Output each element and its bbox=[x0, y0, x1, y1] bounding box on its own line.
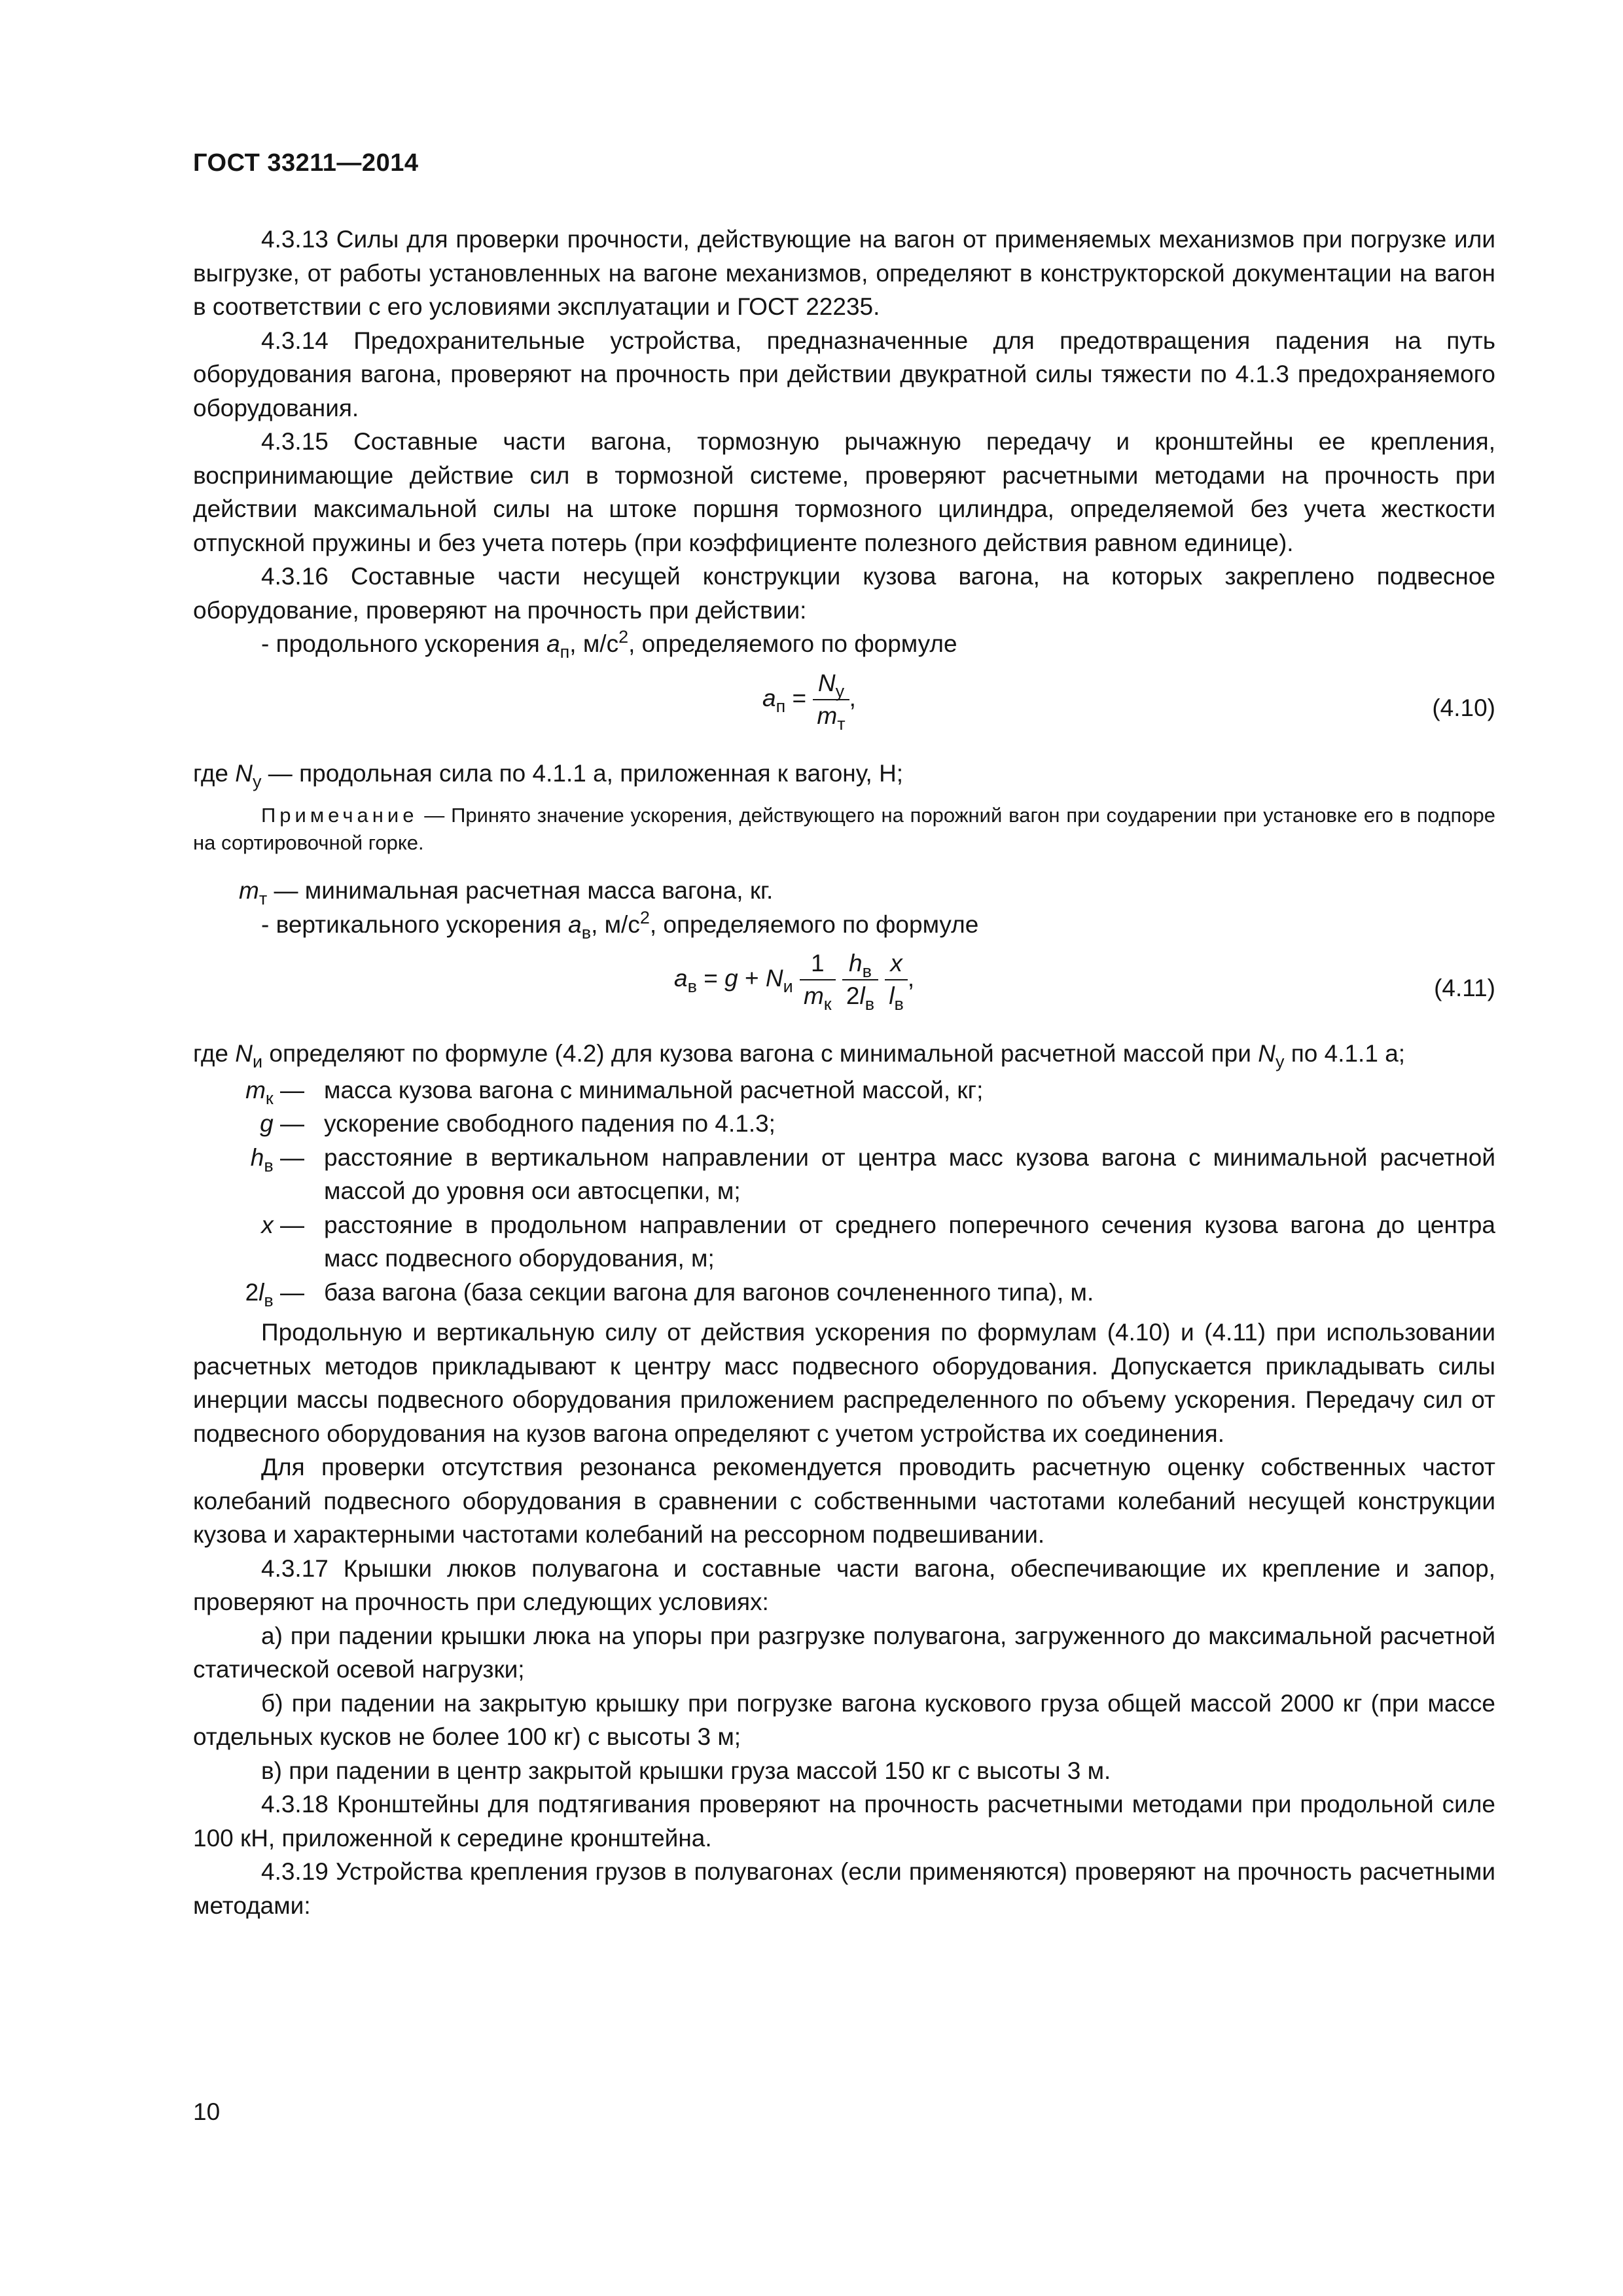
equation-4-10-body: $a_п$ = $\frac{N_у}{m_т}$ , bbox=[762, 669, 856, 734]
document-body bbox=[193, 223, 1495, 1922]
clause-4-3-18: 4.3.18 Кронштейны для подтягивания проверяют на прочность расчетными методами при продольной силе 100 кН, приложенной к середине кронштейна. bbox=[193, 1791, 1495, 1852]
fraction-x-lv: $\frac{x}{l_в}$ bbox=[885, 950, 908, 1009]
clause-4-3-17: 4.3.17 Крышки люков полувагона и составные части вагона, обеспечивающие их крепление и запор, проверяют на прочность при следующих условиях: bbox=[193, 1554, 1495, 1615]
clause-4-3-13: 4.3.13 Силы для проверки прочности, действующие на вагон от применяемых механизмов при погрузке или выгрузке, от работы установленных на вагоне механизмов, определяют в конструкторской документации на вагон в соответствии с его условиями эксплуатации и ГОСТ 22235. bbox=[193, 226, 1495, 320]
fraction-ny-mt: $\frac{N_у}{m_т}$ bbox=[813, 670, 849, 729]
definition-item: $h_в$ — расстояние в вертикальном направлении от центра масс кузова вагона с минимальной расчетной массой до уровня оси автосцепки, м; bbox=[250, 1143, 1495, 1204]
fraction-hv-2lv: $\frac{h_в}{2l_в}$ bbox=[842, 950, 878, 1009]
longitudinal-acceleration-line: - продольного ускорения $a_п$, $м/с^2$, определяемого по формуле bbox=[261, 627, 957, 662]
standard-header: ГОСТ 33211—2014 bbox=[193, 149, 419, 177]
definition-item: g — ускорение свободного падения по 4.1.3; bbox=[260, 1110, 776, 1137]
definition-item: x — расстояние в продольном направлении от среднего поперечного сечения кузова вагона до центра масс подвесного оборудования, м; bbox=[261, 1211, 1495, 1272]
clause-4-3-16: 4.3.16 Составные части несущей конструкции кузова вагона, на которых закреплено подвесное оборудование, проверяют на прочность при действии: bbox=[193, 563, 1495, 624]
definition-item: $2l_в$ — база вагона (база секции вагона для вагонов сочлененного типа), м. bbox=[245, 1278, 1094, 1310]
note-text: — Принято значение ускорения, действующего на порожний вагон при соударении при установке его в подпоре на сортировочной горке. bbox=[193, 804, 1495, 854]
paragraph-force-application: Продольную и вертикальную силу от действия ускорения по формулам (4.10) и (4.11) при использовании расчетных методов прикладывают к центру масс подвесного оборудования. Допускается прикладывать силы инерции массы подвесного оборудования приложением распределенного по объему ускорения. Передачу сил от подвесного оборудования на кузов вагона определяют с учетом устройства их соединения. bbox=[193, 1319, 1495, 1447]
clause-4-3-17-item-v: в) при падении в центр закрытой крышки груза массой 150 кг с высоты 3 м. bbox=[261, 1757, 1111, 1784]
equation-number-4-10: (4.10) bbox=[1432, 694, 1495, 721]
where-ni-line: где $N_и$ определяют по формуле (4.2) для кузова вагона с минимальной расчетной массой при $N_у$ по 4.1.1 а; bbox=[193, 1040, 1406, 1071]
definition-mt: $m_т$ — минимальная расчетная масса вагона, кг. bbox=[239, 877, 774, 908]
clause-4-3-17-item-b: б) при падении на закрытую крышку при погрузке вагона кускового груза общей массой 2000 кг (при массе отдельных кусков не более 100 кг) с высоты 3 м; bbox=[193, 1689, 1495, 1750]
clause-4-3-14: 4.3.14 Предохранительные устройства, предназначенные для предотвращения падения на путь оборудования вагона, проверяют на прочность при действии двукратной силы тяжести по 4.1.3 предохраняемого оборудования. bbox=[193, 327, 1495, 422]
clause-4-3-19: 4.3.19 Устройства крепления грузов в полувагонах (если применяются) проверяют на прочность расчетными методами: bbox=[193, 1858, 1495, 1919]
equation-4-11-body: $a_в = g + N_и$ $\frac{1}{m_к}$ $\frac{h_в}{2l_в}$ $\frac{x}{l_в}$ , bbox=[674, 950, 915, 1014]
paragraph-resonance: Для проверки отсутствия резонанса рекомендуется проводить расчетную оценку собственных частот колебаний подвесного оборудования в сравнении с собственными частотами колебаний несущей конструкции кузова и характерными частотами колебаний на рессорном подвешивании. bbox=[193, 1454, 1495, 1548]
equation-4-10 bbox=[193, 670, 1495, 744]
clause-4-3-17-item-a: а) при падении крышки люка на упоры при разгрузке полувагона, загруженного до максимальной расчетной статической осевой нагрузки; bbox=[193, 1622, 1495, 1683]
clause-4-3-15: 4.3.15 Составные части вагона, тормозную рычажную передачу и кронштейны ее крепления, воспринимающие действие сил в тормозной системе, проверяют расчетными методами на прочность при действии максимальной силы на штоке поршня тормозного цилиндра, определяемой без учета жесткости отпускной пружины и без учета потерь (при коэффициенте полезного действия равном единице). bbox=[193, 428, 1495, 556]
note-block bbox=[193, 802, 1495, 857]
definition-list bbox=[193, 1073, 1495, 1310]
where-ny-line: где $N_у$ — продольная сила по 4.1.1 а, приложенная к вагону, Н; bbox=[193, 759, 904, 791]
equation-number-4-11: (4.11) bbox=[1434, 975, 1495, 1001]
definition-item: $m_к$ — масса кузова вагона с минимальной расчетной массой, кг; bbox=[245, 1076, 984, 1108]
page-number: 10 bbox=[193, 2098, 221, 2125]
equation-4-11 bbox=[193, 950, 1495, 1024]
vertical-acceleration-line: - вертикального ускорения $a_в$, $м/с^2$, определяемого по формуле bbox=[261, 907, 979, 942]
fraction-one-mk: $\frac{1}{m_к}$ bbox=[800, 950, 836, 1009]
note-label: Примечание bbox=[261, 804, 418, 827]
